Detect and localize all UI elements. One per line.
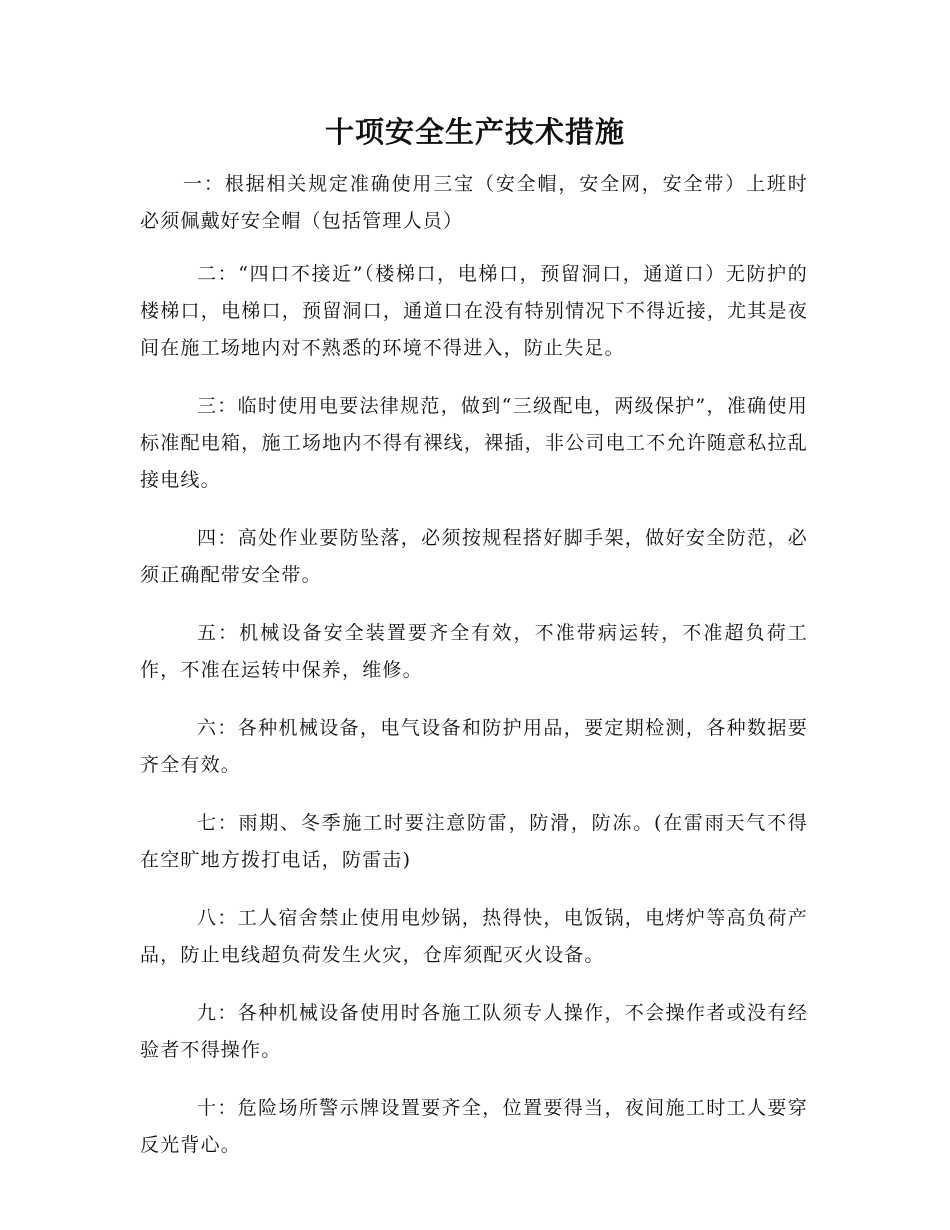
paragraph-7: 七：雨期、冬季施工时要注意防雷，防滑，防冻。(在雷雨天气不得在空旷地方拨打电话，防雷击) [140, 812, 808, 871]
paragraph-6: 六：各种机械设备，电气设备和防护用品，要定期检测，各种数据要齐全有效。 [140, 717, 808, 776]
paragraph-10: 十：危险场所警示牌设置要齐全，位置要得当，夜间施工时工人要穿反光背心。 [140, 1097, 808, 1156]
document-title: 十项安全生产技术措施 [324, 115, 625, 149]
paragraph-2: 二：“四口不接近”（楼梯口，电梯口，预留洞口，通道口）无防护的楼梯口，电梯口，预留洞口，通道口在没有特别情况下不得近接，尤其是夜间在施工场地内对不熟悉的环境不得进入，防止失足。 [140, 263, 808, 359]
paragraph-1: 一：根据相关规定准确使用三宝（安全帽，安全网，安全带）上班时必须佩戴好安全帽（包括管理人员） [140, 173, 808, 232]
paragraph-9: 九：各种机械设备使用时各施工队须专人操作，不会操作者或没有经验者不得操作。 [140, 1002, 808, 1061]
paragraph-5: 五：机械设备安全装置要齐全有效，不准带病运转，不准超负荷工作，不准在运转中保养，维修。 [140, 622, 808, 681]
paragraph-3: 三：临时使用电要法律规范，做到“三级配电，两级保护”，准确使用标准配电箱，施工场地内不得有裸线，裸插，非公司电工不允许随意私拉乱接电线。 [140, 395, 808, 491]
paragraph-4: 四：高处作业要防坠落，必须按规程搭好脚手架，做好安全防范，必须正确配带安全带。 [140, 527, 808, 586]
paragraph-8: 八：工人宿舍禁止使用电炒锅，热得快，电饭锅，电烤炉等高负荷产品，防止电线超负荷发生火灾，仓库须配灭火设备。 [140, 907, 808, 966]
document-body [140, 166, 808, 1185]
